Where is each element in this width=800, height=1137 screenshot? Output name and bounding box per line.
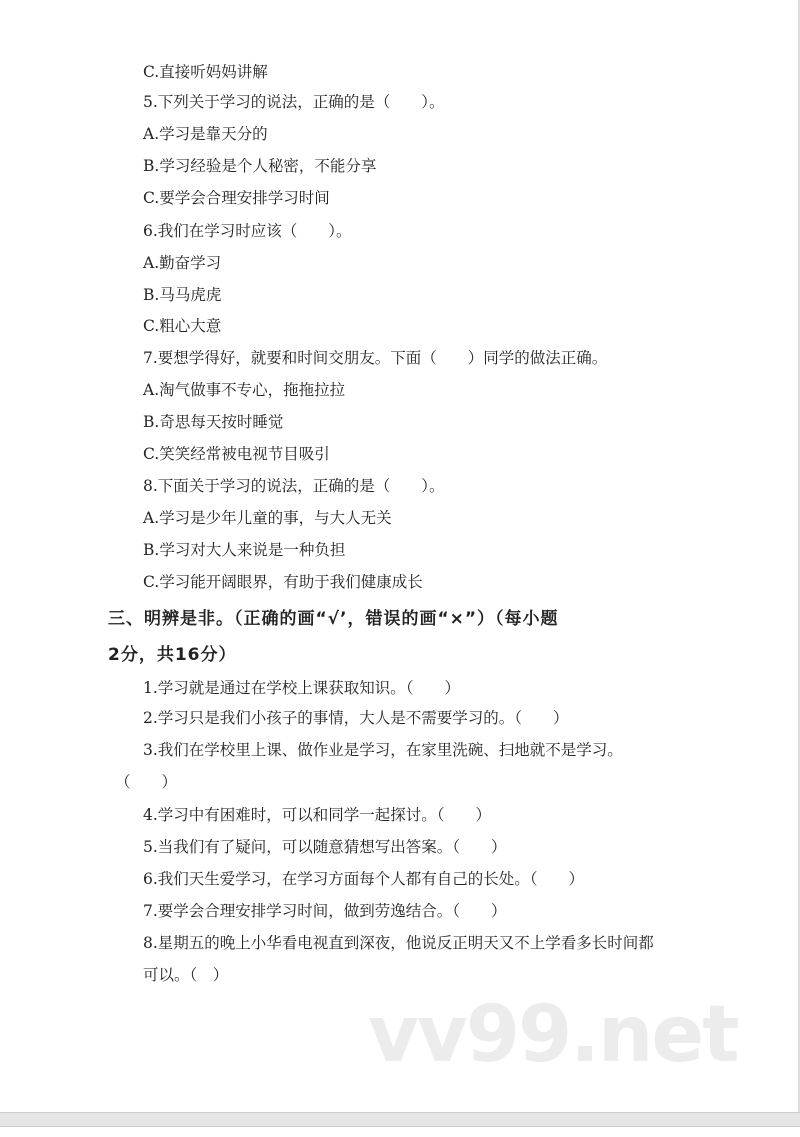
- question-line: 8.下面关于学习的说法，正确的是（ ）。: [143, 477, 445, 495]
- judgment-item: 8.星期五的晚上小华看电视直到深夜，他说反正明天又不上学看多长时间都: [143, 934, 654, 952]
- judgment-item: 4.学习中有困难时，可以和同学一起探讨。（ ）: [143, 806, 492, 824]
- question-line: B.马马虎虎: [143, 286, 222, 304]
- judgment-item: 2.学习只是我们小孩子的事情，大人是不需要学习的。（ ）: [143, 709, 569, 727]
- question-line: 6.我们在学习时应该（ ）。: [143, 222, 352, 240]
- section-heading: 三、明辨是非。（正确的画“√’，错误的画“×”）（每小题: [108, 609, 559, 629]
- question-line: B.奇思每天按时睡觉: [143, 413, 284, 431]
- question-line: A.勤奋学习: [143, 254, 222, 272]
- judgment-item: 可以。（ ）: [143, 966, 229, 984]
- judgment-item: （ ）: [115, 773, 178, 791]
- question-line: C.直接听妈妈讲解: [143, 63, 268, 81]
- judgment-item: 1.学习就是通过在学校上课获取知识。（ ）: [143, 679, 461, 697]
- section-heading-cont: 2分，共16分）: [108, 645, 237, 665]
- question-line: A.学习是少年儿童的事，与大人无关: [143, 509, 392, 527]
- watermark: vv99.net: [368, 990, 738, 1080]
- question-line: C.学习能开阔眼界，有助于我们健康成长: [143, 573, 423, 591]
- question-line: 5.下列关于学习的说法，正确的是（ ）。: [143, 93, 445, 111]
- question-line: C.粗心大意: [143, 317, 222, 335]
- page-separator: [0, 1112, 800, 1127]
- question-line: B.学习经验是个人秘密，不能分享: [143, 157, 377, 175]
- question-line: A.学习是靠天分的: [143, 125, 268, 143]
- judgment-item: 7.要学会合理安排学习时间，做到劳逸结合。（ ）: [143, 902, 507, 920]
- question-line: A.淘气做事不专心，拖拖拉拉: [143, 381, 346, 399]
- judgment-item: 3.我们在学校里上课、做作业是学习，在家里洗碗、扫地就不是学习。: [143, 741, 623, 759]
- question-line: B.学习对大人来说是一种负担: [143, 541, 346, 559]
- judgment-item: 6.我们天生爱学习，在学习方面每个人都有自己的长处。（ ）: [143, 870, 585, 888]
- question-line: 7.要想学得好，就要和时间交朋友。下面（ ）同学的做法正确。: [143, 349, 608, 367]
- question-line: C.要学会合理安排学习时间: [143, 189, 330, 207]
- judgment-item: 5.当我们有了疑问，可以随意猜想写出答案。（ ）: [143, 838, 507, 856]
- question-line: C.笑笑经常被电视节目吸引: [143, 445, 330, 463]
